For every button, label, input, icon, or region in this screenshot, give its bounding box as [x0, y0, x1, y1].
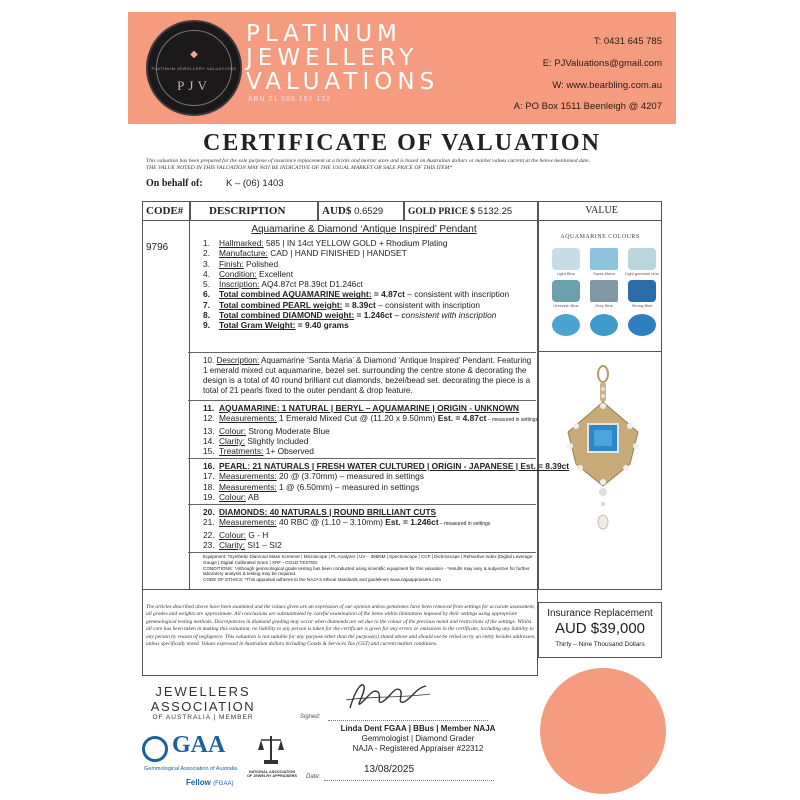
item-number: 19. — [203, 491, 215, 502]
colour-swatch — [628, 280, 656, 302]
aud-header — [318, 201, 404, 221]
item-key: Total Gram Weight: — [219, 320, 296, 331]
spec-row — [203, 471, 569, 481]
aquamarine-colour-chart — [538, 222, 662, 352]
date-value: 13/08/2025 — [364, 764, 415, 775]
description-text: Aquamarine ‘Santa Maria’ & Diamond ‘Antique Inspired’ Pendant. Featuring 1 emerald mixed cut aquamarine, bezel set. surrounding the centre stone & decorating the design is a total of 40 round brilliant cut diamonds, bezel/bead set. decorating the piece is a total of 21 pearls fixed to the outer pendant & drop feature. — [203, 356, 532, 395]
divider — [188, 458, 536, 459]
disclaimer-line: THE VALUE NOTED IN THIS VALUATION MAY NOT BE INDICATIVE OF THE USUAL MARKET OR SALE PRICE OF THIS ITEM* — [146, 165, 453, 171]
item-note: – consistent with inscription — [404, 289, 510, 300]
item-key: Treatments: — [219, 446, 264, 457]
product-title: Aquamarine & Diamond ‘Antique Inspired’ Pendant — [251, 224, 477, 235]
terms-box — [142, 590, 538, 676]
aud-value: 0.6529 — [354, 206, 384, 217]
behalf-label: On behalf of: — [146, 178, 203, 189]
item-number: 13. — [203, 425, 215, 436]
item-value: 1+ Observed — [263, 446, 314, 457]
description-header: DESCRIPTION — [190, 201, 318, 221]
item-value: 1 Emerald Mixed Cut @ (11.20 x 9.50mm) — [276, 413, 438, 424]
item-key: Condition: — [219, 268, 257, 279]
spec-row — [203, 436, 538, 446]
item-value: CAD | HAND FINISHED | HANDSET — [267, 248, 407, 259]
item-key: Inscription: — [219, 279, 260, 290]
item-number: 21. — [203, 517, 215, 528]
gaa-emblem-icon — [142, 736, 168, 762]
item-value: AB — [246, 491, 260, 502]
colour-chart-title: AQUAMARINE COLOURS — [560, 234, 640, 240]
item-key: Clarity: — [219, 539, 246, 550]
item-number: 12. — [203, 413, 215, 424]
spec-row — [203, 492, 569, 502]
brand-name — [246, 22, 439, 94]
aquamarine-items — [203, 413, 538, 456]
equipment-notes — [203, 554, 533, 583]
item-key: Measurements: — [219, 471, 277, 482]
certificate-title: CERTIFICATE OF VALUATION — [203, 130, 601, 156]
aquamarine-heading: AQUAMARINE: 1 NATURAL | BERYL – AQUAMARINE | ORIGIN - UNKNOWN — [219, 403, 519, 413]
signer-title: Gemmologist | Diamond Grader — [361, 734, 475, 743]
signed-label: Signed: — [300, 714, 321, 720]
item-note: – consistent with inscription — [392, 310, 497, 321]
jaa-line: ASSOCIATION — [150, 699, 256, 714]
pearl-heading: PEARL: 21 NATURALS | FRESH WATER CULTURED | ORIGIN - JAPANESE | Est. = 8.39ct — [219, 461, 570, 471]
diamond-section — [203, 507, 490, 550]
code-header: CODE# — [142, 201, 190, 221]
spec-row — [203, 259, 509, 269]
item-number: 23. — [203, 539, 215, 550]
spec-row — [203, 413, 538, 425]
date-label: Date: — [306, 774, 321, 780]
spec-row — [203, 540, 490, 550]
swatch-label: Light greenish blue — [625, 271, 659, 276]
item-key: Clarity: — [219, 435, 246, 446]
spec-row — [203, 289, 509, 299]
spec-row — [203, 248, 509, 258]
item-code: 9796 — [146, 242, 169, 253]
item-specs — [203, 238, 509, 331]
spec-row — [203, 269, 509, 279]
logo-initials: PJV — [177, 78, 211, 93]
jaa-logo — [148, 684, 258, 721]
item-number: 1. — [203, 238, 210, 248]
item-value: 40 RBC @ (1.10 – 3.10mm) — [276, 517, 386, 528]
jaa-line: JEWELLERS — [155, 684, 251, 699]
item-key: Total combined AQUAMARINE weight: — [219, 289, 372, 300]
swatch-label: Light Blue — [557, 271, 575, 276]
phone: T: 0431 645 785 — [593, 36, 662, 47]
seal-stamp — [540, 668, 666, 794]
column-divider — [189, 220, 190, 590]
diamond-items — [203, 517, 490, 550]
spec-row — [203, 517, 490, 529]
brand-line: VALUATIONS — [246, 69, 440, 95]
item-estimate: Est. = 4.87ct — [437, 413, 487, 424]
colour-swatch — [552, 248, 580, 270]
spec-row — [203, 482, 569, 492]
logo-arc-text: PLATINUM JEWELLERY VALUATIONS — [151, 66, 237, 71]
item-number: 3. — [203, 258, 210, 269]
divider — [188, 400, 536, 401]
gaa-fellow — [186, 778, 233, 787]
item-key: Measurements: — [219, 413, 277, 424]
diamond-heading: DIAMONDS: 40 NATURALS | ROUND BRILLIANT CUTS — [219, 507, 437, 517]
disclaimer-line: This valuation has been prepared for the sole purpose of insurance replacement at a bricks and mortar store and is based on Australian dollars or market values current at the below mentioned date. — [146, 158, 590, 164]
item-value: G - H — [246, 529, 269, 540]
aud-label: AUD$ — [322, 205, 352, 217]
email[interactable]: E: PJValuations@gmail.com — [542, 58, 662, 69]
signer-registration: NAJA - Registered Appraiser #22312 — [352, 744, 484, 753]
item-note: – measured in settings — [486, 417, 539, 424]
gaa-name: GAA — [172, 732, 226, 758]
gaa-subtitle: Gemmological Association of Australia — [144, 766, 238, 772]
spec-row — [203, 320, 509, 330]
item-key: Measurements: — [219, 481, 277, 492]
colour-swatch — [552, 314, 580, 336]
diamond-icon: ◆ — [190, 49, 198, 60]
naja-text: NATIONAL ASSOCIATION OF JEWELRY APPRAISERS — [246, 770, 298, 779]
item-number: 5. — [203, 279, 210, 290]
item-key: Colour: — [219, 425, 246, 436]
item-value: 20 @ (3.70mm) – measured in settings — [276, 471, 424, 482]
ethics-text: CODE OF ETHICS: *This appraisal adheres to the NAJA's ethical standards and guidelines www.najaappraisers.com — [203, 577, 442, 583]
gold-value: 5132.25 — [477, 206, 513, 217]
item-key: Colour: — [219, 529, 246, 540]
conditions-text: CONDITIONS: *Although gemmological grade testing has been conducted using scientific equipment for this valuation - *results may vary & subjective for further laboratory analysis & testing may be required. — [203, 565, 530, 577]
spec-row — [203, 426, 538, 436]
item-value: AQ4.87ct P8.39ct D1.246ct — [259, 279, 363, 290]
item-key: Hallmarked: — [219, 238, 264, 248]
description-block — [203, 356, 533, 396]
item-key: Total combined DIAMOND weight: — [219, 310, 355, 321]
swatch-label: Grey Blue — [595, 303, 613, 308]
item-number: 18. — [203, 481, 215, 492]
item-value: Excellent — [256, 268, 294, 279]
disclaimer — [146, 158, 666, 172]
colour-swatch — [590, 280, 618, 302]
insurance-box — [538, 602, 662, 658]
divider — [188, 352, 536, 353]
colour-swatch — [628, 314, 656, 336]
brand-line: PLATINUM — [246, 21, 402, 47]
spec-row — [203, 238, 509, 248]
pjv-logo — [146, 20, 242, 116]
item-value: = 4.87ct — [371, 289, 405, 300]
spec-row — [203, 300, 509, 310]
fellow-suffix: (FGAA) — [213, 781, 234, 787]
item-value: = 1.246ct — [354, 310, 393, 321]
signer-details — [318, 724, 518, 754]
spec-row — [203, 310, 509, 320]
aquamarine-section — [203, 403, 538, 456]
insurance-words: Thirty – Nine Thousand Dollars — [555, 641, 645, 648]
signer-name: Linda Dent FGAA | BBus | Member NAJA — [340, 724, 496, 733]
swatch-label: Greenish Blue — [553, 303, 579, 308]
value-header: VALUE — [538, 201, 662, 221]
colour-swatch — [590, 314, 618, 336]
item-number: 14. — [203, 435, 215, 446]
signature — [342, 678, 432, 714]
brand-line: JEWELLERY — [246, 45, 419, 71]
item-value: 585 | IN 14ct YELLOW GOLD + Rhodium Plating — [263, 238, 448, 248]
insurance-value: AUD $39,000 — [554, 620, 646, 637]
item-value: = 9.40 grams — [295, 320, 349, 331]
item-number: 22. — [203, 529, 215, 540]
spec-row — [203, 279, 509, 289]
item-number: 9. — [203, 320, 210, 331]
signature-line — [328, 720, 488, 721]
item-value: Slightly Included — [245, 435, 309, 446]
spec-row — [203, 530, 490, 540]
item-number: 2. — [203, 248, 210, 259]
address: A: PO Box 1511 Beenleigh @ 4207 — [513, 101, 662, 112]
behalf-value: K – (06) 1403 — [226, 178, 284, 189]
item-value: 1 @ (6.50mm) – measured in settings — [276, 481, 420, 492]
jaa-line: OF AUSTRALIA | MEMBER — [152, 714, 254, 721]
abn-number: ABN 21 588 192 132 — [248, 96, 331, 103]
item-value: SI1 – SI2 — [245, 539, 282, 550]
item-number: 10. — [203, 356, 215, 365]
item-note: – measured in settings — [438, 521, 491, 528]
certificate-page — [128, 12, 676, 788]
divider — [188, 504, 536, 505]
section-heading: 16. PEARL: 21 NATURALS | FRESH WATER CULTURED | ORIGIN - JAPANESE | Est. = 8.39ct — [203, 461, 570, 471]
spec-row — [203, 446, 538, 456]
date-line — [324, 780, 494, 781]
equipment-text: Equipment: *Synthetic Diamond Mass Screener | Microscope | PL Analyzer | UV – 395NM | Spectroscope | CCF | Dichroscope | Refractive Index |Digital Leverage Gauge | Digital Calibrated Gram | XRF - GOLD TESTED — [203, 554, 533, 565]
item-key: Manufacture: — [219, 248, 268, 259]
insurance-label: Insurance Replacement — [547, 608, 653, 619]
divider — [188, 552, 536, 553]
swatch-label: Santa Maria — [593, 271, 615, 276]
colour-swatch — [590, 248, 618, 270]
website[interactable]: W: www.bearbling.com.au — [552, 80, 662, 91]
item-key: Total combined PEARL weight: — [219, 299, 343, 310]
section-heading: 11. AQUAMARINE: 1 NATURAL | BERYL – AQUAMARINE | ORIGIN - UNKNOWN — [203, 403, 519, 413]
pearl-items — [203, 471, 569, 502]
gold-label: GOLD PRICE $ — [408, 207, 476, 217]
gold-price-header — [404, 201, 538, 221]
item-number: 8. — [203, 310, 210, 321]
item-number: 4. — [203, 268, 210, 279]
terms-paragraph: The articles described above have been examined and the values given are an expression of our opinion unless gemstones have been removed from settings for accurate assessment, all grades and weights are approximate. All conclusions are substantiated by careful examination of the items within limitations imposed by their settings using appropriate gemmological testing methods. Discrepancies in diamond grading may occur when diamonds are set due to the colour of the precious metal and restrictions of the settings. Whilst all care has been taken in making this valuation, no liability to any person is taken for the certificate is given for any errors or omissions in the certificate, including any liability to any person by reason of negligence. This valuation is not suitable for any purpose other than the purpose(s) stated above and should not be relied on by an entity besides addressee, unless specifically noted. Values expressed in Australian dollars including Goods & Services Tax (GST) and current market conditions. — [146, 604, 536, 648]
colour-swatch — [552, 280, 580, 302]
item-note: – consistent with inscription — [375, 299, 481, 310]
pearl-section — [203, 461, 569, 502]
colour-swatch — [628, 248, 656, 270]
pendant-image — [558, 364, 648, 544]
item-key: Description: — [216, 356, 260, 365]
naja-scales-icon — [258, 732, 284, 766]
item-value: = 8.39ct — [342, 299, 376, 310]
item-estimate: Est. = 1.246ct — [385, 517, 439, 528]
item-key: Colour: — [219, 491, 246, 502]
item-number: 15. — [203, 446, 215, 457]
item-key: Finish: — [219, 258, 244, 269]
swatch-label: Strong Blue — [631, 303, 653, 308]
section-heading: 20. DIAMONDS: 40 NATURALS | ROUND BRILLIANT CUTS — [203, 507, 437, 517]
item-number: 7. — [203, 299, 210, 310]
letterhead — [128, 12, 676, 124]
item-value: Strong Moderate Blue — [246, 425, 330, 436]
item-number: 6. — [203, 289, 210, 300]
item-value: Polished — [243, 258, 279, 269]
fellow-label: Fellow — [186, 778, 211, 787]
item-number: 17. — [203, 471, 215, 482]
item-key: Measurements: — [219, 517, 277, 528]
